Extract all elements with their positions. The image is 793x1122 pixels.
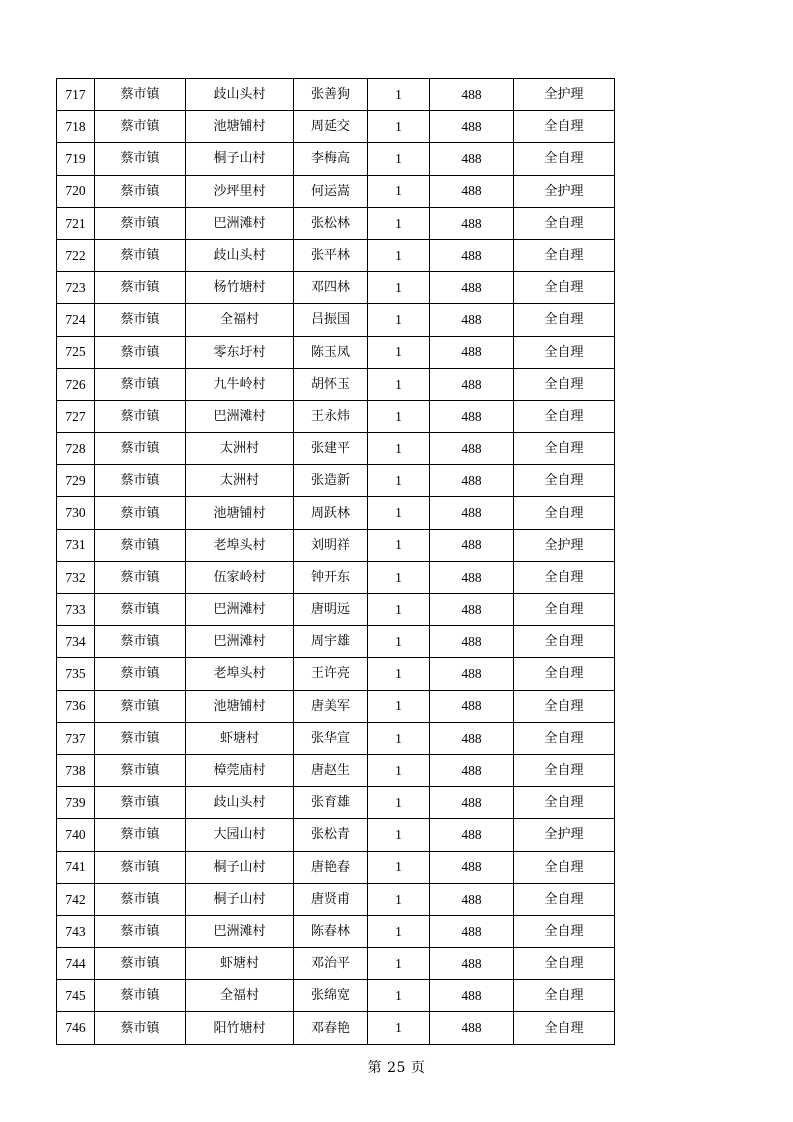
count-cell: 1 (368, 658, 430, 690)
amount-cell: 488 (430, 754, 514, 786)
table-row (57, 304, 615, 336)
amount-cell: 488 (430, 658, 514, 690)
table-row (57, 207, 615, 239)
name-cell: 陈玉凤 (294, 336, 368, 368)
village-cell: 池塘铺村 (186, 497, 294, 529)
village-cell: 伍家岭村 (186, 561, 294, 593)
count-cell: 1 (368, 851, 430, 883)
row-index: 738 (57, 754, 95, 786)
count-cell: 1 (368, 529, 430, 561)
name-cell: 周跃林 (294, 497, 368, 529)
amount-cell: 488 (430, 336, 514, 368)
name-cell: 陈春林 (294, 915, 368, 947)
table-row (57, 658, 615, 690)
row-index: 719 (57, 143, 95, 175)
name-cell: 唐艳春 (294, 851, 368, 883)
row-index: 722 (57, 239, 95, 271)
town-cell: 蔡市镇 (95, 336, 186, 368)
row-index: 734 (57, 626, 95, 658)
amount-cell: 488 (430, 787, 514, 819)
amount-cell: 488 (430, 207, 514, 239)
count-cell: 1 (368, 400, 430, 432)
count-cell: 1 (368, 465, 430, 497)
row-index: 743 (57, 915, 95, 947)
name-cell: 张平林 (294, 239, 368, 271)
table-row (57, 529, 615, 561)
table-row (57, 722, 615, 754)
amount-cell: 488 (430, 561, 514, 593)
count-cell: 1 (368, 722, 430, 754)
care-type-cell: 全自理 (514, 1012, 615, 1044)
count-cell: 1 (368, 368, 430, 400)
town-cell: 蔡市镇 (95, 368, 186, 400)
amount-cell: 488 (430, 143, 514, 175)
table-row (57, 400, 615, 432)
village-cell: 池塘铺村 (186, 690, 294, 722)
town-cell: 蔡市镇 (95, 175, 186, 207)
count-cell: 1 (368, 336, 430, 368)
amount-cell: 488 (430, 915, 514, 947)
care-type-cell: 全自理 (514, 980, 615, 1012)
town-cell: 蔡市镇 (95, 787, 186, 819)
row-index: 735 (57, 658, 95, 690)
table-row (57, 690, 615, 722)
row-index: 737 (57, 722, 95, 754)
care-type-cell: 全自理 (514, 111, 615, 143)
amount-cell: 488 (430, 883, 514, 915)
name-cell: 胡怀玉 (294, 368, 368, 400)
row-index: 746 (57, 1012, 95, 1044)
amount-cell: 488 (430, 175, 514, 207)
table-row (57, 980, 615, 1012)
amount-cell: 488 (430, 626, 514, 658)
care-type-cell: 全自理 (514, 304, 615, 336)
count-cell: 1 (368, 239, 430, 271)
name-cell: 唐明远 (294, 594, 368, 626)
name-cell: 邓春艳 (294, 1012, 368, 1044)
village-cell: 虾塘村 (186, 722, 294, 754)
name-cell: 唐赵生 (294, 754, 368, 786)
name-cell: 张造新 (294, 465, 368, 497)
village-cell: 巴洲滩村 (186, 207, 294, 239)
care-type-cell: 全自理 (514, 658, 615, 690)
table-row (57, 497, 615, 529)
town-cell: 蔡市镇 (95, 594, 186, 626)
care-type-cell: 全自理 (514, 626, 615, 658)
table-row (57, 143, 615, 175)
village-cell: 全福村 (186, 980, 294, 1012)
town-cell: 蔡市镇 (95, 819, 186, 851)
row-index: 736 (57, 690, 95, 722)
village-cell: 九牛岭村 (186, 368, 294, 400)
count-cell: 1 (368, 207, 430, 239)
town-cell: 蔡市镇 (95, 272, 186, 304)
village-cell: 沙坪里村 (186, 175, 294, 207)
town-cell: 蔡市镇 (95, 79, 186, 111)
village-cell: 樟莞庙村 (186, 754, 294, 786)
amount-cell: 488 (430, 819, 514, 851)
care-type-cell: 全自理 (514, 948, 615, 980)
row-index: 729 (57, 465, 95, 497)
village-cell: 巴洲滩村 (186, 626, 294, 658)
village-cell: 桐子山村 (186, 883, 294, 915)
name-cell: 钟开东 (294, 561, 368, 593)
table-row (57, 915, 615, 947)
amount-cell: 488 (430, 400, 514, 432)
town-cell: 蔡市镇 (95, 529, 186, 561)
care-type-cell: 全自理 (514, 883, 615, 915)
care-type-cell: 全自理 (514, 690, 615, 722)
care-type-cell: 全自理 (514, 594, 615, 626)
town-cell: 蔡市镇 (95, 915, 186, 947)
name-cell: 张松林 (294, 207, 368, 239)
town-cell: 蔡市镇 (95, 143, 186, 175)
row-index: 742 (57, 883, 95, 915)
name-cell: 张建平 (294, 433, 368, 465)
count-cell: 1 (368, 111, 430, 143)
amount-cell: 488 (430, 1012, 514, 1044)
records-table-body (57, 79, 615, 1045)
count-cell: 1 (368, 754, 430, 786)
amount-cell: 488 (430, 594, 514, 626)
table-row (57, 272, 615, 304)
table-row (57, 79, 615, 111)
count-cell: 1 (368, 497, 430, 529)
name-cell: 邓治平 (294, 948, 368, 980)
row-index: 726 (57, 368, 95, 400)
row-index: 732 (57, 561, 95, 593)
care-type-cell: 全自理 (514, 239, 615, 271)
village-cell: 太洲村 (186, 465, 294, 497)
care-type-cell: 全自理 (514, 400, 615, 432)
village-cell: 阳竹塘村 (186, 1012, 294, 1044)
village-cell: 全福村 (186, 304, 294, 336)
care-type-cell: 全护理 (514, 529, 615, 561)
table-row (57, 948, 615, 980)
count-cell: 1 (368, 272, 430, 304)
count-cell: 1 (368, 626, 430, 658)
town-cell: 蔡市镇 (95, 433, 186, 465)
town-cell: 蔡市镇 (95, 207, 186, 239)
care-type-cell: 全自理 (514, 754, 615, 786)
town-cell: 蔡市镇 (95, 561, 186, 593)
name-cell: 张善狗 (294, 79, 368, 111)
village-cell: 杨竹塘村 (186, 272, 294, 304)
records-table (56, 78, 615, 1045)
name-cell: 唐美军 (294, 690, 368, 722)
town-cell: 蔡市镇 (95, 1012, 186, 1044)
name-cell: 张松青 (294, 819, 368, 851)
name-cell: 何运嵩 (294, 175, 368, 207)
table-row (57, 368, 615, 400)
table-row (57, 465, 615, 497)
amount-cell: 488 (430, 433, 514, 465)
count-cell: 1 (368, 561, 430, 593)
care-type-cell: 全自理 (514, 207, 615, 239)
table-row (57, 111, 615, 143)
row-index: 730 (57, 497, 95, 529)
row-index: 724 (57, 304, 95, 336)
table-row (57, 883, 615, 915)
count-cell: 1 (368, 175, 430, 207)
village-cell: 太洲村 (186, 433, 294, 465)
row-index: 720 (57, 175, 95, 207)
name-cell: 邓四林 (294, 272, 368, 304)
care-type-cell: 全自理 (514, 433, 615, 465)
name-cell: 王许亮 (294, 658, 368, 690)
count-cell: 1 (368, 1012, 430, 1044)
village-cell: 虾塘村 (186, 948, 294, 980)
name-cell: 唐贤甫 (294, 883, 368, 915)
amount-cell: 488 (430, 79, 514, 111)
amount-cell: 488 (430, 690, 514, 722)
name-cell: 周宇雄 (294, 626, 368, 658)
town-cell: 蔡市镇 (95, 722, 186, 754)
row-index: 739 (57, 787, 95, 819)
name-cell: 王永炜 (294, 400, 368, 432)
name-cell: 吕振国 (294, 304, 368, 336)
amount-cell: 488 (430, 980, 514, 1012)
town-cell: 蔡市镇 (95, 883, 186, 915)
town-cell: 蔡市镇 (95, 400, 186, 432)
amount-cell: 488 (430, 239, 514, 271)
count-cell: 1 (368, 915, 430, 947)
care-type-cell: 全自理 (514, 368, 615, 400)
row-index: 727 (57, 400, 95, 432)
town-cell: 蔡市镇 (95, 626, 186, 658)
row-index: 741 (57, 851, 95, 883)
care-type-cell: 全护理 (514, 175, 615, 207)
table-row (57, 851, 615, 883)
village-cell: 歧山头村 (186, 79, 294, 111)
count-cell: 1 (368, 143, 430, 175)
town-cell: 蔡市镇 (95, 658, 186, 690)
row-index: 721 (57, 207, 95, 239)
count-cell: 1 (368, 594, 430, 626)
care-type-cell: 全自理 (514, 851, 615, 883)
care-type-cell: 全自理 (514, 272, 615, 304)
table-row (57, 175, 615, 207)
count-cell: 1 (368, 787, 430, 819)
count-cell: 1 (368, 819, 430, 851)
table-row (57, 1012, 615, 1044)
count-cell: 1 (368, 433, 430, 465)
table-row (57, 561, 615, 593)
town-cell: 蔡市镇 (95, 465, 186, 497)
row-index: 731 (57, 529, 95, 561)
table-row (57, 754, 615, 786)
village-cell: 巴洲滩村 (186, 594, 294, 626)
table-row (57, 336, 615, 368)
town-cell: 蔡市镇 (95, 690, 186, 722)
row-index: 723 (57, 272, 95, 304)
name-cell: 张华宣 (294, 722, 368, 754)
table-row (57, 433, 615, 465)
town-cell: 蔡市镇 (95, 851, 186, 883)
care-type-cell: 全自理 (514, 561, 615, 593)
care-type-cell: 全自理 (514, 465, 615, 497)
count-cell: 1 (368, 79, 430, 111)
town-cell: 蔡市镇 (95, 239, 186, 271)
name-cell: 李梅高 (294, 143, 368, 175)
row-index: 744 (57, 948, 95, 980)
amount-cell: 488 (430, 529, 514, 561)
village-cell: 巴洲滩村 (186, 400, 294, 432)
care-type-cell: 全自理 (514, 143, 615, 175)
care-type-cell: 全自理 (514, 915, 615, 947)
village-cell: 桐子山村 (186, 851, 294, 883)
village-cell: 老埠头村 (186, 529, 294, 561)
town-cell: 蔡市镇 (95, 304, 186, 336)
count-cell: 1 (368, 980, 430, 1012)
amount-cell: 488 (430, 722, 514, 754)
table-row (57, 626, 615, 658)
town-cell: 蔡市镇 (95, 948, 186, 980)
name-cell: 张育雄 (294, 787, 368, 819)
table-row (57, 787, 615, 819)
amount-cell: 488 (430, 368, 514, 400)
village-cell: 大园山村 (186, 819, 294, 851)
table-row (57, 819, 615, 851)
amount-cell: 488 (430, 497, 514, 529)
row-index: 745 (57, 980, 95, 1012)
count-cell: 1 (368, 304, 430, 336)
care-type-cell: 全护理 (514, 819, 615, 851)
row-index: 733 (57, 594, 95, 626)
amount-cell: 488 (430, 465, 514, 497)
name-cell: 周延交 (294, 111, 368, 143)
row-index: 718 (57, 111, 95, 143)
care-type-cell: 全自理 (514, 787, 615, 819)
village-cell: 巴洲滩村 (186, 915, 294, 947)
village-cell: 池塘铺村 (186, 111, 294, 143)
town-cell: 蔡市镇 (95, 111, 186, 143)
care-type-cell: 全护理 (514, 79, 615, 111)
page-number: 第 25 页 (367, 1060, 426, 1076)
amount-cell: 488 (430, 851, 514, 883)
name-cell: 刘明祥 (294, 529, 368, 561)
care-type-cell: 全自理 (514, 336, 615, 368)
village-cell: 歧山头村 (186, 787, 294, 819)
count-cell: 1 (368, 948, 430, 980)
row-index: 728 (57, 433, 95, 465)
village-cell: 零东圩村 (186, 336, 294, 368)
name-cell: 张绵宽 (294, 980, 368, 1012)
town-cell: 蔡市镇 (95, 754, 186, 786)
town-cell: 蔡市镇 (95, 980, 186, 1012)
row-index: 725 (57, 336, 95, 368)
village-cell: 桐子山村 (186, 143, 294, 175)
table-row (57, 239, 615, 271)
care-type-cell: 全自理 (514, 497, 615, 529)
town-cell: 蔡市镇 (95, 497, 186, 529)
row-index: 740 (57, 819, 95, 851)
row-index: 717 (57, 79, 95, 111)
village-cell: 老埠头村 (186, 658, 294, 690)
amount-cell: 488 (430, 111, 514, 143)
table-row (57, 594, 615, 626)
count-cell: 1 (368, 883, 430, 915)
amount-cell: 488 (430, 304, 514, 336)
amount-cell: 488 (430, 272, 514, 304)
care-type-cell: 全自理 (514, 722, 615, 754)
village-cell: 歧山头村 (186, 239, 294, 271)
amount-cell: 488 (430, 948, 514, 980)
count-cell: 1 (368, 690, 430, 722)
